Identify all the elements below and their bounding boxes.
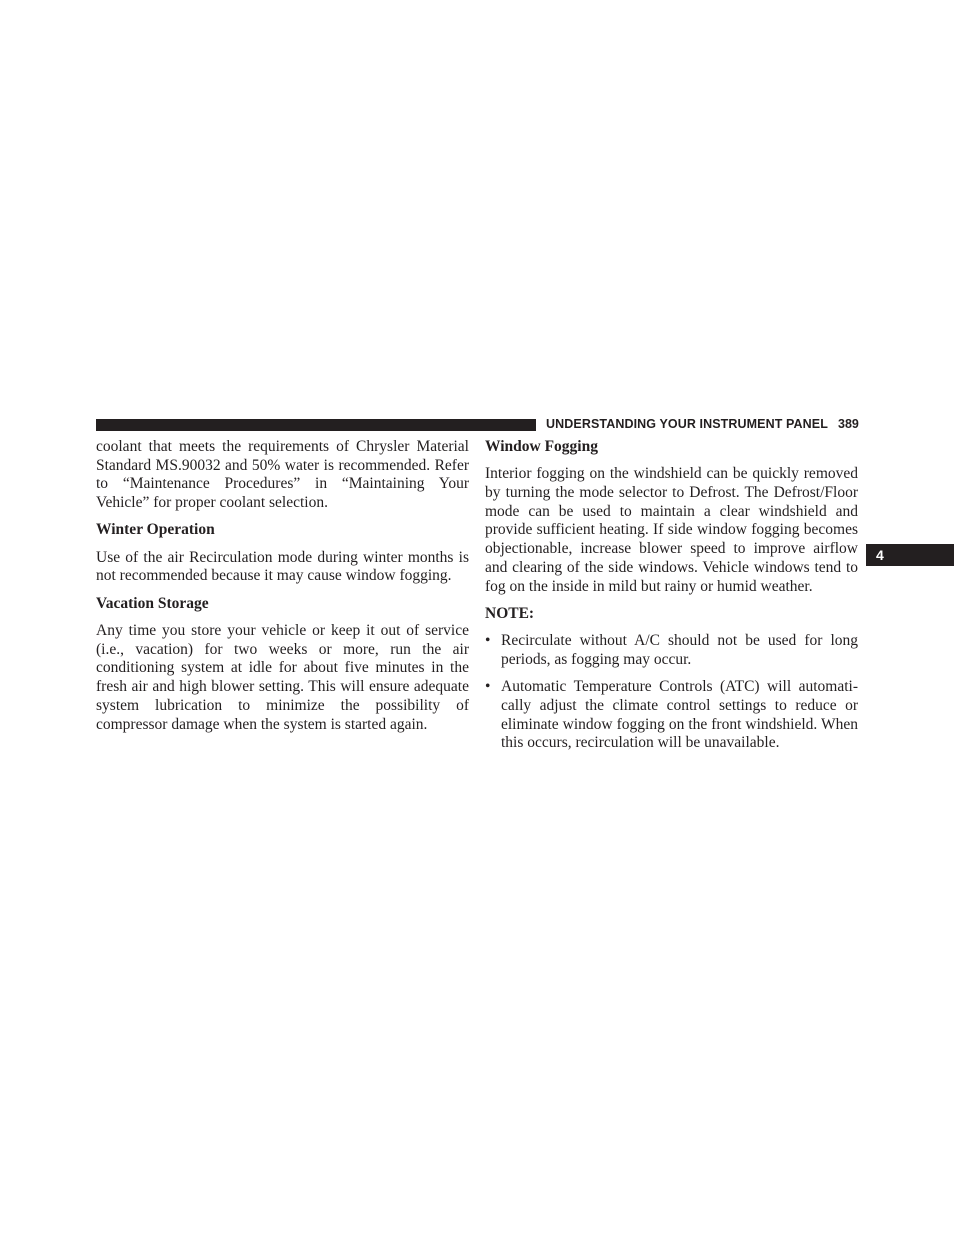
chapter-tab bbox=[866, 544, 954, 566]
left-column bbox=[96, 438, 469, 743]
bullet-icon: • bbox=[485, 632, 491, 650]
vacation-storage-heading: Vacation Storage bbox=[96, 594, 209, 612]
list-item bbox=[485, 632, 858, 669]
list-item bbox=[485, 678, 858, 753]
header-rule bbox=[96, 419, 536, 431]
vacation-storage-paragraph: Any time you store your vehicle or keep it out of service (i.e., vacation) for two weeks or more, run the air conditioning system at idle for about five minutes in the fresh air and high blower setting. This will ensure adequate system lubrication to minimize the possibility of compressor damage when the system is started again. bbox=[96, 622, 469, 733]
right-column bbox=[485, 438, 858, 762]
winter-operation-paragraph: Use of the air Recirculation mode during winter months is not recommended because it may cause window fogging. bbox=[96, 548, 469, 585]
bullet-icon: • bbox=[485, 678, 491, 696]
window-fogging-heading: Window Fogging bbox=[485, 438, 598, 455]
winter-operation-heading: Winter Operation bbox=[96, 521, 215, 539]
chapter-number: 4 bbox=[876, 547, 884, 563]
window-fogging-paragraph: Interior fogging on the windshield can be quickly removed by turning the mode selector to Defrost. The Defrost/Floor mode can be used to maintain a clear windshield and provide sufficient heating. If side window fogging becomes objectionable, increase blower speed to improve airflow and clearing of the side windows. Vehicle windows tend to fog on the inside in mild but rainy or humid weather. bbox=[485, 465, 858, 595]
page-number: 389 bbox=[838, 417, 859, 431]
coolant-paragraph: coolant that meets the requirements of Chrysler Material Standard MS.90032 and 50% water is recommended. Refer to “Maintenance Procedures” in “Maintaining Your Vehicle” for proper coolant selection. bbox=[96, 438, 469, 512]
note-list bbox=[485, 632, 858, 753]
note-heading: NOTE: bbox=[485, 604, 535, 622]
note-text: Recirculate without A/C should not be used for long periods, as fogging may occur. bbox=[501, 632, 858, 668]
note-text: Automatic Temperature Controls (ATC) will automatically adjust the climate control settings to reduce or eliminate window fogging on the front windshield. When this occurs, recirculation will be unavailable. bbox=[501, 678, 858, 752]
section-title: UNDERSTANDING YOUR INSTRUMENT PANEL bbox=[546, 417, 828, 431]
